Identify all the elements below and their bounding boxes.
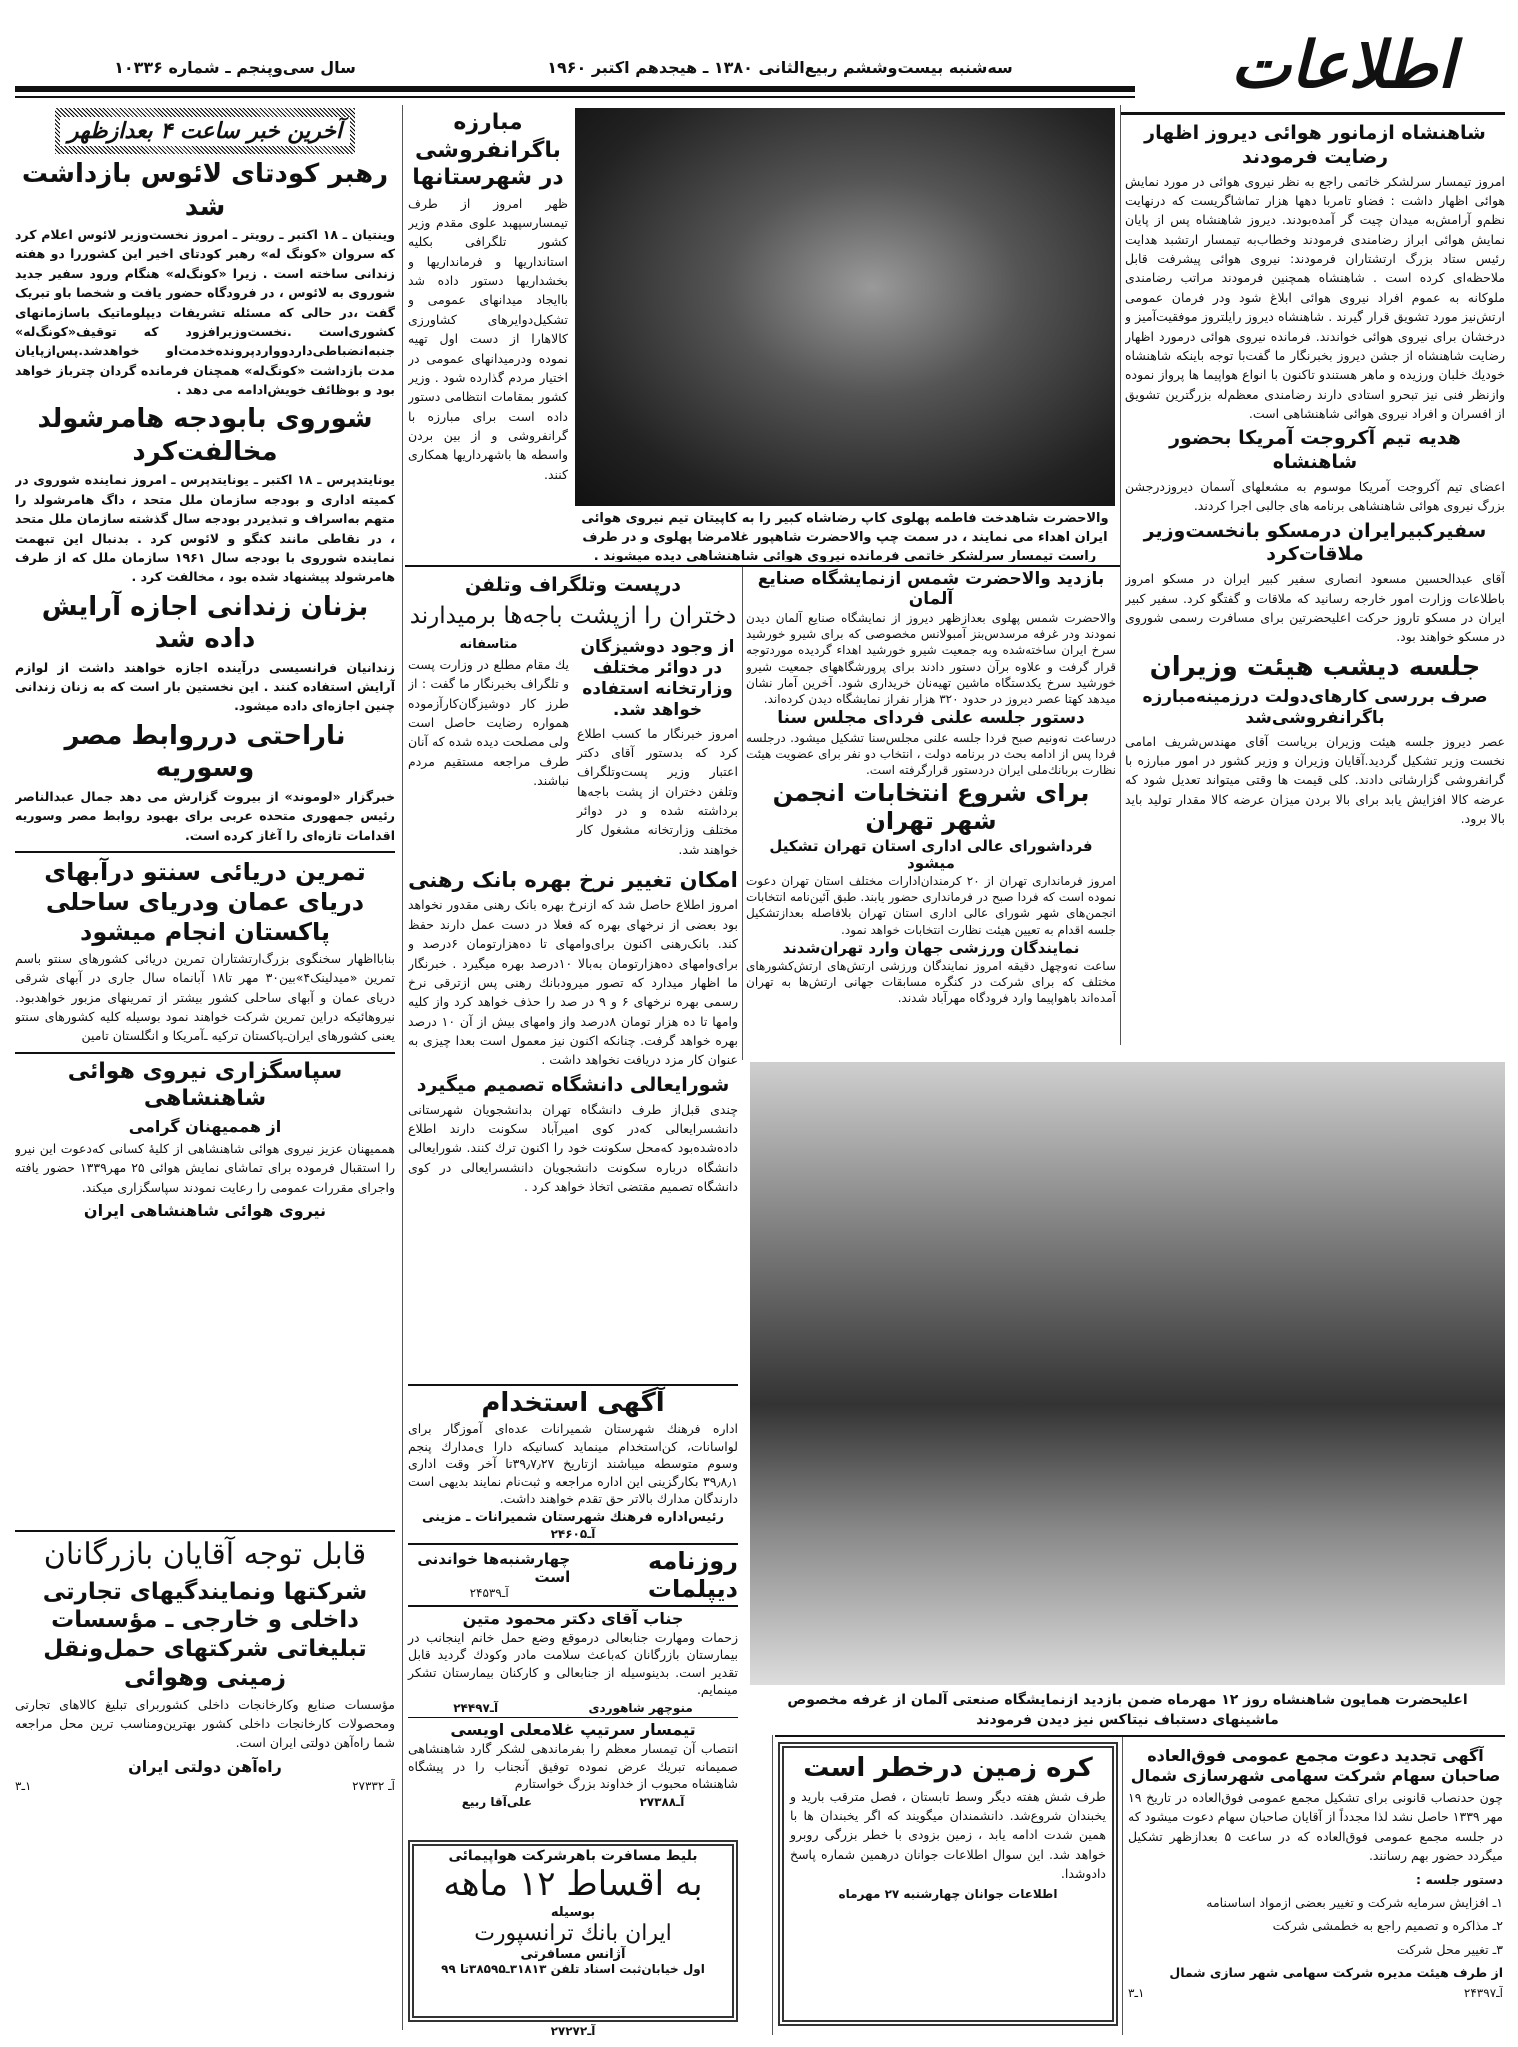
column-divider (1120, 105, 1121, 1045)
article-footer: اطلاعات جوانان چهارشنبه ۲۷ مهرماه (838, 1887, 1058, 1902)
headline: بزنان زندانی اجازه آرایش داده شد (41, 591, 369, 655)
notice-title: آگهی تجدید دعوت مجمع عمومی فوق‌العاده صاحبان سهام شرکت سهامی شهرسازی شمال (1130, 1746, 1501, 1785)
notice-title: جناب آقای دکتر محمود متین (462, 1608, 684, 1628)
ad-body: مؤسسات صنایع وکارخانجات داخلی کشوربرای تبلیغ کالاهای تجارتی ومحصولات کارخانجات داخلی کشور بهترین‌ومناسب ترین محل مراجعه شما راه‌آهن دولتی ایران است. (15, 1696, 395, 1751)
ad-title: آگهی استخدام (481, 1388, 665, 1418)
page-ref: ۱‌ـ۳ (15, 1778, 32, 1793)
subheadline: صرف بررسی کارهای‌دولت درزمینه‌مبارزه باگرانفروشی‌شد (1142, 687, 1488, 729)
photo-trophy-ceremony (575, 108, 1115, 506)
article-body: زندانیان فرانسیسی درآینده اجازه خواهند داشت از لوازم آرایش استفاده کنند . این نخستین بار است که به زنان زندانی چنین اجازه‌ای داده میشود. (15, 659, 395, 714)
notice-signature: از طرف هیئت مدیره شرکت سهامی شهر سازی شمال (1169, 1965, 1503, 1980)
right-column (1125, 118, 1505, 1043)
notice-signature: علی‌آقا ربیع (461, 1794, 533, 1809)
header-rule (15, 86, 1135, 92)
headline: ناراحتی درروابط مصر وسوریه (64, 720, 346, 784)
masthead-logo: اطلاعات (1230, 28, 1456, 103)
headline: شوروی بابودجه هامرشولد مخالفت‌کرد (37, 404, 373, 467)
article-body: یك مقام مطلع در وزارت پست و تلگراف بخبرنگار ما گفت : از طرز کار دوشیزگان‌کارآزموده همواره رضایت حاصل است ولی مصلحت دیده شده که آنان طرف مراجعه مستقیم مردم نباشند. (408, 656, 569, 788)
article-body: وینتیان ـ ۱۸ اکتبر ـ رویتر ـ امروز نخست‌وزیر لائوس اعلام کرد که سروان «کونگ له» رهبر کودتای اخیر این کشوررا دو هفته زندانی ساخته است . زیرا «کونگ‌له» هنگام ورود سفیر جدید شوروی به لائوس ، در فرودگاه حضور یافت و شخصا باو تبریک گفت ،در حالی که مسئله تشریفات دیپلوماتیک باسازمانهای کشوری‌است .نخست‌وزیرافزود که توقیف«کونگ‌له» جنبه‌انضباطی‌داردوواردپرونده‌خدمت‌او خواهدشد.پس‌ازپایان مدت بازداشت «کونگ‌له» همچنان فرمانده گردان چترباز خواهد بود و بوظائف خویش‌ادامه می دهد . (15, 227, 395, 397)
ad-line: بلیط مسافرت باهرشرکت هواپیمائی (448, 1848, 698, 1864)
section-rule (775, 1735, 1505, 1737)
article-body: والاحضرت شمس پهلوی بعدازظهر دیروز از نمایشگاه صنایع آلمان دیدن نمودند ودر غرفه مرسدس‌بنز آمبولانس مخصوصی که برای شیرو خورشید سرخ ایران ساخته‌شده وبه جمعیت شیرو خورشید اهداء گردیده موردتوجه قرار گرفت و علاوه برآن دستور دادند برای پرورشگاههای جمعیت شیرو خورشید سرخ یکدستگاه ماشین تهیه‌نان خریداری شود. آخرین آمار نشان میدهد کهتا عصر دیروز در حدود ۳۲۰ هزار نفراز نمایشگاه دیدن کرده‌اند. (746, 611, 1116, 707)
agenda-item: ۲‌ـ مذاکره و تصمیم راجع به خطمشی شرکت (1272, 1918, 1503, 1934)
ad-code: آ‌ـ۲۴۵۳۹ (469, 1585, 509, 1600)
ad-code: آ‌ـ۲۷۲۷۲ (550, 2024, 596, 2038)
article-body: هممیهنان عزیز نیروی هوائی شاهنشاهی از کلیهٔ کسانی که‌دعوت این نیرو را استقبال فرموده برای تماشای نمایش هوائی ۲۵ مهر۱۳۳۹ حضور یافته واجرای مقررات عمومی را رعایت نمودند سپاسگزاری میکند. (15, 1140, 395, 1195)
headline: دستور جلسه علنی فردای مجلس سنا (777, 708, 1085, 729)
ad-code: آ‌ـ۲۴۶۰۵ (550, 1527, 596, 1542)
article-body: ساعت نه‌وچهل دقیقه امروز نمایندگان ورزشی ارتش‌های ارتش‌کشورهای مختلف که برای شرکت در کنگره مسابقات جهانی ارتش‌ها به تهران آمده‌اند باهواپیما وارد فرودگاه مهرآباد شدند. (746, 959, 1116, 1006)
agenda-item: ۱‌ـ افزایش سرمایه شرکت و تغییر بعضی ازمواد اساسنامه (1206, 1894, 1503, 1910)
section-rule (405, 565, 1120, 567)
photo-caption: اعلیحضرت همایون شاهنشاه روز ۱۲ مهرماه ضمن بازدید ازنمایشگاه صنعتی آلمان از غرفه مخصوص ماشینهای دستباف نیتاکس نیز دیدن فرمودند (787, 1692, 1468, 1729)
headline: شاهنشاه ازمانور هوائی دیروز اظهار رضایت فرمودند (1144, 122, 1486, 168)
headline: برای شروع انتخابات انجمن شهر تهران (772, 779, 1090, 835)
article-body: آقای عبدالحسین مسعود انصاری سفیر کبیر ایران در مسکو امروز باطلاعات وزارت امور خارجه رسانید که ملاقات و گفتگو کرد. سفیر کبیر ایران در مسکو تاروز حرکت اعلیحضرتین برای مسافرت رسمی شوروی در مسکو خواهند بود. (1125, 571, 1505, 645)
kicker: درپست وتلگراف وتلفن (464, 574, 682, 596)
ad-title: قابل توجه آقایان بازرگانان (43, 1537, 367, 1572)
notice-body: انتصاب آن تیمسار معظم را بفرماندهی لشکر گارد شاهنشاهی صمیمانه تبریك عرض نموده توفیق آنجناب را در پیشگاه شاهنشاه محبوب از خداوند بزرگ خواستارم (408, 1741, 738, 1792)
column-divider (772, 1735, 773, 2035)
ad-body: اداره فرهنك شهرستان شمیرانات عده‌ای آموزگار برای لواسانات، کن‌استخدام مینماید کسانیکه دارا ی‌مدارك پنجم وسوم متوسطه میباشند ازتاریخ ۳۹٫۷٫۲۷تا آخر وقت اداری ۳۹٫۸٫۱ بکارگزینی این اداره مراجعه و ثبت‌نام نمایند بدیهی است دارندگان مدارك بالاتر حق تقدم خواهند داشت. (408, 1421, 738, 1507)
headline: سپاسگزاری نیروی هوائی شاهنشاهی (67, 1058, 343, 1112)
ads-column (408, 1384, 738, 1809)
article-body: خبرگزار «لوموند» از بیروت گزارش می دهد جمال عبدالناصر رئیس جمهوری متحده عربی برای بهبود روابط مصر وسوریه اقدامات تازه‌ای را آغاز کرده است. (15, 788, 395, 843)
diplomat-title: روزنامه دیپلمات (647, 1546, 738, 1603)
column-divider (402, 105, 403, 2030)
page-ref: ۱‌ـ۳ (1128, 1986, 1145, 2001)
ad-code: آ‌ـ۲۴۴۹۷ (453, 1700, 499, 1715)
article-body: ظهر امروز از طرف تیمسارسپهبد علوی مقدم وزیر کشور تلگرافی بکلیه استانداریها و فرمانداریها و بخشداریها دستور داده شد باایجاد میدانهای عمومی و تشکیل‌دوایرهای کشاورزی کالاهارا از دست اول تهیه نموده ودرمیدانهای عمومی در اختیار مردم گذارده شود . وزیر کشور بمقامات انتظامی دستور داده است برای مبارزه با گرانفروشی و از بین بردن واسطه ها باشهرداریها همکاری کنند. (408, 195, 568, 482)
masthead-rule (1120, 112, 1505, 115)
headline: نمایندگان ورزشی جهان وارد تهران‌شدند (782, 938, 1080, 957)
headline: مبارزه باگرانفروشی در شهرستانها (412, 110, 564, 190)
headline: کره زمین درخطر است (803, 1753, 1093, 1783)
header-issue: سال سی‌وپنجم ـ شماره ۱۰۳۳۶ (114, 58, 356, 77)
overpricing-article (408, 105, 568, 575)
column-divider (742, 565, 743, 1060)
middle-column (408, 570, 738, 1378)
headline: دختران را ازپشت باجه‌ها برمیدارند (409, 602, 737, 629)
late-news-banner (55, 108, 355, 154)
merchants-ad (15, 1530, 395, 2032)
article-body: بنابااظهار سخنگوی بزرگ‌ارتشتاران تمرین دریائی کشورهای سنتو باسم تمرین «میدلینک۴»بین۳۰ مهر تا۱۸ آبانماه سال جاری در آبهای شرقی دریای عمان و آبهای ساحلی کشور بیشتر از تمرینهای مزبور خواهدبود. نیروهائیکه دراین تمرین شرکت خواهند نمود بوسیله کلیه کشورهای سنتو یعنی کشورهای ایران‌ـ‌پاکستان ترکیه ـ‌آمریکا و انگلستان تامین (15, 950, 395, 1044)
ad-line: بوسیله (550, 1904, 596, 1920)
earth-in-danger-box (778, 1742, 1118, 2026)
photo-shah-exhibition-visit (750, 1062, 1505, 1685)
side-label: متاسفانه (459, 636, 518, 652)
notice-signature: منوچهر شاهوردی (588, 1700, 693, 1715)
ad-headline: به اقساط ۱۲ ماهه (443, 1864, 703, 1904)
middle-right-column (746, 568, 1116, 1060)
agenda-item: ۳‌ـ تغییر محل شرکت (1396, 1941, 1503, 1957)
headline: جلسه دیشب هیئت وزیران (1149, 651, 1481, 682)
signature: نیروی هوائی شاهنشاهی ایران (83, 1200, 327, 1220)
ad-address: اول خیابان‌ثبت اسناد تلفن ۳۱۸۱۳‌ـ۳۸۵۹۵تا ۹۹ (441, 1962, 705, 1977)
article-body: امروز تیمسار سرلشکر خاتمی راجع به نظر نیروی هوائی در مورد نمایش هوائی اظهار داشت : فضاو تامربا دهها هزار تماشاگریست که درنهایت نظم‌و آرامش‌به میدان چیت گر آمده‌بودند. دیروز شاهنشاه پس از پایان نمایش هوائی ابراز رضامندی فرمودند وخطاب‌به تیمسار ارتشبد هدایت رئیس ستاد بزرگ ارتشتاران فرمودند: نیروی هوائی پیشرفت قابل ملاحظه‌ای کرده است . شاهنشاه همچنین فرمودند مراتب رضامندی ملوکانه به عموم افراد نیروی هوائی ابلاغ شود ودر فرمان عمومی ارتش‌نیز مورد تشویق قرار گیرند . شاهنشاه دیروز رایلتروز موفقیت‌آمیز و درخشان برای نیروی هوائی خواندند. فرمانده نیروی هوائی درمورد اظهار رضایت شاهنشاه از جشن دیروز بخبرنگار ما گفت‌با توجه باینکه شاهنشاه خودیك خلبان ورزیده و ماهر هستندو تاکنون با انواع هواپیما ها پرواز نموده وازنظر فنی نیز تبحرو استادی دارند رضامندی معظم‌له بزرگترین تشویق از افسران و افراد نیروی هوائی شاهنشاهی است. (1125, 173, 1505, 421)
late-news-label: آخرین خبر ساعت ۴ بعدازظهر (60, 117, 350, 146)
article-body: عصر دیروز جلسه هیئت وزیران بریاست آقای مهندس‌شریف امامی نخست وزیر تشکیل گردید.آقایان وزیران و وزیر کشور در امور مبارزه با گرانفروشی گزارشاتی دادند. کلی قیمت ها وقتی میتواند تعدیل شود که عرضه کالا افزایش یابد برای بالا بردن میزان عرضه کالا مقدار تولید باید بالا برود. (1125, 733, 1505, 827)
headline: تمرین دریائی سنتو درآبهای دریای عمان ودریای ساحلی پاکستان انجام میشود (44, 857, 366, 946)
diplomat-tagline: چهارشنبه‌ها خواندنی است (417, 1549, 571, 1586)
ad-company: ایران بانك ترانسپورت (474, 1920, 672, 1946)
article-body: یونایتدپرس ـ ۱۸ اکتبر ـ یونایتدپرس ـ امروز نماینده شوروی در کمیته اداری و بودجه سازمان ملل متحد ، داگ هامرشولد را متهم به‌اسراف و تبذیردر بودجه سال گذشته سازمان ملل متحد ، در نقاطی مانند کنگو و لائوس کرد . بدنبال این تبهمت نماینده شوروی با بودجه سال ۱۹۶۱ سازمان ملل که از طرف هامرشولد پیشنهاد شده بود ، مخالفت کرد . (15, 472, 395, 585)
article-body: امروز فرمانداری تهران از ۲۰ کرمندان‌ادارات مختلف استان تهران دعوت نموده است که فردا صبح در فرمانداری حضور یابند. طبق آئین‌نامه انتخابات انجمن‌های شهر شورای عالی اداری استان تهران بلافاصله بعدازتشکیل جلسه اقدام به تعیین هیئت نظارت انتخابات خواهد نمود. (746, 874, 1116, 937)
article-body: امروز اطلاع حاصل شد که ازنرخ بهره بانک رهنی مقدور نخواهد بود بعضی از نرخهای بهره که فعلا در دست عمل دارند حفظ کند. بانک‌رهنی اکنون برای‌وامهای تا ده‌هزارتومان ۶درصد و برای‌وامهای‌ ده‌هزارتومان به‌بالا ۱۰درصد بهره میگیرد . خبرنگار ما اظهار میدارد که تصور میرودبانك رهنی پس ازترقی نرخ رسمی بهره نرخهای ۶ و ۹ در صد را حذف خواهد کرد واز کلیه وامها تا ده هزار تومان ۸درصد واز وامهای بیش از آن ۱۰ درصد بهره خواهد گرفت. چنانکه اکنون نیز معمول است بعدا چیزی به عنوان کار مزد دریافت نخواهد داشت . (408, 897, 738, 1068)
ad-signature: رئیس‌اداره فرهنك شهرستان شمیرانات ـ مزینی (421, 1509, 725, 1525)
headline: امکان تغییر نرخ بهره بانک رهنی (408, 868, 738, 893)
notice-body: زحمات ومهارت جنابعالی درموقع وضع حمل خانم اینجانب در بیمارستان بازرگانان که‌باعث سلامت مادر وکودك گردید قابل تقدیر است. بدینوسیله از جنابعالی و کارکنان بیمارستان تشکر مینمایم. (408, 1629, 738, 1698)
ad-subtitle: شرکتها ونمایندگیهای تجارتی داخلی و خارجی ـ مؤسسات تبلیغاتی شرکتهای حمل‌ونقل زمینی وهوائی (42, 1578, 368, 1691)
article-body: اعضای تیم آکروجت آمریکا موسوم به مشعلهای آسمان دیروزدرجشن بزرگ نیروی هوائی شاهنشاهی برنامه های جالبی اجرا کردند. (1125, 478, 1505, 514)
article-body: امروز خبرنگار ما کسب اطلاع کرد که بدستور آقای دکتر اعتبار وزیر پست‌وتلگراف وتلفن دختران از پشت باجه‌ها برداشته شده و در دوائر مختلف وزارتخانه مشغول کار خواهند شد. (577, 725, 738, 857)
headline: بازدید والاحضرت شمس ازنمایشگاه صنایع آلمان (757, 569, 1105, 609)
headline: سفیرکبیرایران درمسکو بانخست‌وزیر ملاقات‌کرد (1143, 519, 1487, 566)
subheadline: فرداشورای عالی اداری استان تهران تشکیل میشود (769, 836, 1093, 872)
shareholder-notice (1128, 1742, 1503, 2032)
flight-installment-ad (408, 1840, 738, 2022)
agenda-title: دستور جلسه : (1416, 1871, 1503, 1887)
photo-caption: والاحضرت شاهدخت فاطمه پهلوی کاپ رضاشاه کبیر را به کاپیتان تیم نیروی هوائی ایران اهداء می نمایند ، در سمت چپ والاحضرت شاهپور غلامرضا پهلوی و در طرف راست تیمسار سرلشکر خاتمی فرمانده نیروی هوائی شاهنشاهی دیده میشوند . (581, 511, 1109, 562)
subheadline: از وجود دوشیزگان در دوائر مختلف وزارتخانه استفاده خواهد شد. (580, 636, 735, 721)
article-body: چندی قبل‌از طرف دانشگاه تهران بدانشجویان شهرستانی دانشسرایعالی که‌در کوی امیرآباد سکونت دارند اطلاع داده‌شده‌بود که‌محل سکونت خود را اکنون ترك کنند. شورایعالی دانشگاه درباره سکونت دانشجویان دانشسرایعالی در کوی دانشگاه تصمیم مقتضی اتخاذ خواهد کرد . (408, 1101, 738, 1194)
ad-code: آ‌ـ ۲۷۳۳۲ (352, 1778, 395, 1793)
ad-line: آژانس مسافرتی (520, 1947, 626, 1963)
notice-title: تیمسار سرتیپ غلامعلی اویسی (450, 1719, 696, 1739)
headline: رهبر کودتای لائوس بازداشت شد (21, 159, 389, 222)
ad-code: آ‌ـ۲۷۳۸۸ (639, 1794, 685, 1809)
header-rule-thin (15, 96, 1135, 98)
notice-body: چون حدنصاب قانونی برای تشکیل مجمع عمومی فوق‌العاده در تاریخ ۱۹ مهر ۱۳۳۹ حاصل نشد لذا مجدداً از آقایان صاحبان سهام دعوت میشود که در جلسه مجمع عمومی فوق‌العاده که در ساعت ۵ بعدازظهر تشکیل میگردد حضور بهم رسانند. (1128, 1790, 1503, 1864)
column-divider (1122, 1735, 1123, 2035)
ad-code: آ‌ـ۲۴۳۹۷ (1463, 1986, 1503, 2001)
header-date: سه‌شنبه بیست‌وششم ربیع‌الثانی ۱۳۸۰ ـ هیجدهم اکتبر ۱۹۶۰ (547, 58, 1013, 77)
headline: شورایعالی دانشگاه تصمیم میگیرد (416, 1073, 730, 1096)
article-body: طرف شش هفته دیگر وسط تابستان ، فصل مترقب بارید و یخبندان شروع‌شد. دانشمندان میگویند که اگر یخبندان ها با همین شدت ادامه یابد ، زمین بزودی با خطر بزرگی روبرو خواهد شد. این سوال اطلاعات جوانان درهمین شماره پاسخ دادوشدا. (790, 1788, 1106, 1881)
headline: هدیه تیم آکروجت آمریکا بحضور شاهنشاه (1169, 427, 1461, 474)
left-column (15, 108, 395, 1528)
article-body: درساعت نه‌ونیم صبح فردا جلسه علنی مجلس‌سنا تشکیل میشود. درجلسه فردا پس از ادامه بحث در برنامه دولت ، انتخاب دو نفر برای عضویت هیئت نظارت بربانك‌ملی ایران دردستور قرارگرفته است. (746, 730, 1116, 778)
subheadline: از هممیهنان گرامی (128, 1116, 282, 1136)
ad-signature: راه‌آهن دولتی ایران (128, 1756, 282, 1776)
